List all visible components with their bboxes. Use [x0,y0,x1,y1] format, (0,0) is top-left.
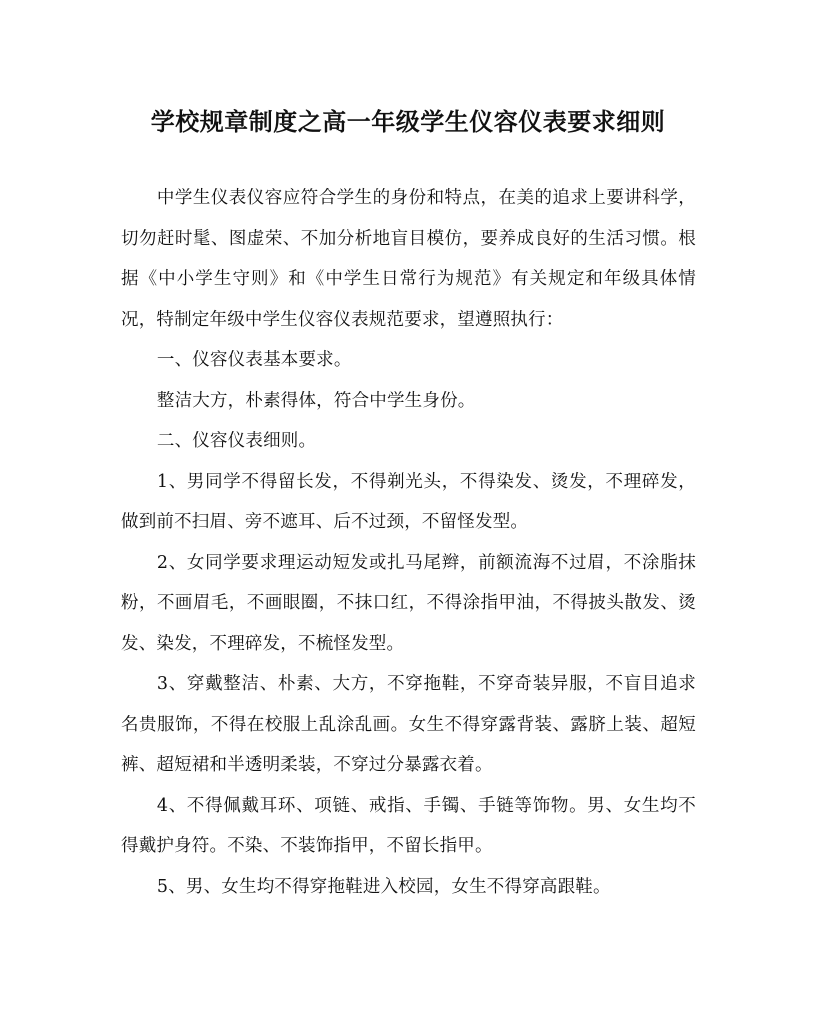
intro-paragraph: 中学生仪表仪容应符合学生的身份和特点，在美的追求上要讲科学，切勿赶时髦、图虚荣、不加分析地盲目模仿，要养成良好的生活习惯。根据《中小学生守则》和《中学生日常行为规范》有关规定和年级具体情况，特制定年级中学生仪容仪表规范要求，望遵照执行： [121,188,696,330]
basic-requirement-paragraph: 整洁大方，朴素得体，符合中学生身份。 [156,390,476,411]
document-title: 学校规章制度之高一年级学生仪容仪表要求细则 [150,107,666,136]
rule-item-3: 3、穿戴整洁、朴素、大方，不穿拖鞋，不穿奇装异服，不盲目追求名贵服饰，不得在校服上乱涂乱画。女生不得穿露背装、露脐上装、超短裤、超短裙和半透明柔装，不穿过分暴露衣着。 [121,674,696,775]
rule-item-4: 4、不得佩戴耳环、项链、戒指、手镯、手链等饰物。男、女生均不得戴护身符。不染、不装饰指甲，不留长指甲。 [121,795,696,856]
rule-item-2: 2、女同学要求理运动短发或扎马尾辫，前额流海不过眉，不涂脂抹粉，不画眉毛，不画眼圈，不抹口红，不得涂指甲油，不得披头散发、烫发、染发，不理碎发，不梳怪发型。 [121,552,696,654]
rule-item-5: 5、男、女生均不得穿拖鞋进入校园，女生不得穿高跟鞋。 [156,876,611,897]
section-heading-basic: 一、仪容仪表基本要求。 [156,350,352,370]
section-heading-details: 二、仪容仪表细则。 [156,431,317,451]
document-body [121,178,696,907]
rule-item-1: 1、男同学不得留长发，不得剃光头，不得染发、烫发，不理碎发，做到前不扫眉、旁不遮耳、后不过颈，不留怪发型。 [121,471,696,532]
